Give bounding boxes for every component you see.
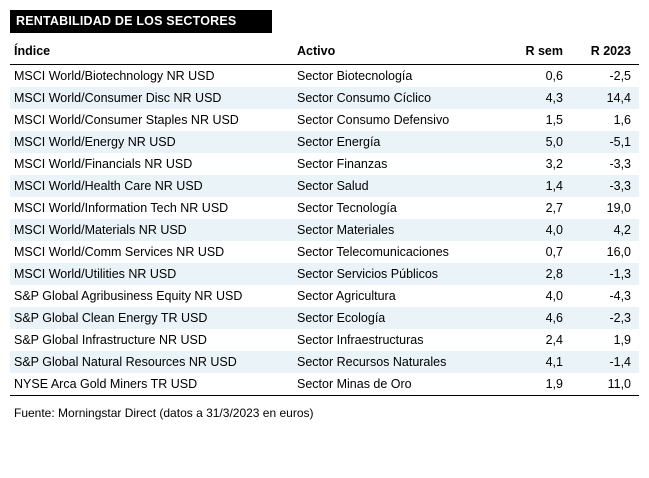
cell-activo: Sector Consumo Defensivo: [297, 113, 450, 127]
table-row: [10, 65, 639, 88]
cell-r-sem: 4,6: [509, 307, 571, 329]
panel-title: RENTABILIDAD DE LOS SECTORES: [10, 10, 272, 33]
cell-r-sem: 4,3: [509, 87, 571, 109]
cell-r-sem: 4,0: [509, 219, 571, 241]
cell-r-2023: 11,0: [571, 373, 639, 396]
cell-index: MSCI World/Financials NR USD: [14, 157, 193, 171]
cell-r-sem: 4,0: [545, 289, 563, 303]
cell-r-2023: 1,9: [613, 333, 631, 347]
cell-index: S&P Global Clean Energy TR USD: [10, 307, 293, 329]
cell-index: S&P Global Agribusiness Equity NR USD: [14, 289, 243, 303]
cell-activo: Sector Minas de Oro: [293, 373, 509, 396]
column-header-activo: Activo: [293, 39, 509, 65]
cell-r-sem: 1,4: [509, 175, 571, 197]
cell-activo: Sector Salud: [293, 175, 509, 197]
cell-r-sem: 3,2: [545, 157, 563, 171]
cell-activo: Sector Telecomunicaciones: [297, 245, 449, 259]
cell-index: MSCI World/Comm Services NR USD: [14, 245, 225, 259]
table-row: [10, 153, 639, 175]
cell-index: NYSE Arca Gold Miners TR USD: [10, 373, 293, 396]
cell-index: MSCI World/Health Care NR USD: [10, 175, 293, 197]
table-body: [10, 65, 639, 396]
cell-index: MSCI World/Consumer Disc NR USD: [10, 87, 293, 109]
table-row: [10, 87, 639, 109]
cell-r-sem: 0,7: [545, 245, 563, 259]
cell-r-sem: 2,8: [509, 263, 571, 285]
cell-r-2023: 16,0: [606, 245, 631, 259]
cell-index: S&P Global Infrastructure NR USD: [14, 333, 207, 347]
table-row: [10, 307, 639, 329]
cell-r-sem: 2,7: [545, 201, 563, 215]
table-row: [10, 241, 639, 263]
cell-activo: Sector Materiales: [293, 219, 509, 241]
table-header: [10, 39, 639, 65]
cell-activo: Sector Ecología: [293, 307, 509, 329]
cell-index: MSCI World/Consumer Staples NR USD: [14, 113, 239, 127]
cell-activo: Sector Agricultura: [297, 289, 396, 303]
sector-performance-table: [10, 39, 639, 396]
cell-index: S&P Global Natural Resources NR USD: [10, 351, 293, 373]
cell-r-2023: -4,3: [609, 289, 631, 303]
column-header-indice: Índice: [10, 39, 293, 65]
cell-index: MSCI World/Energy NR USD: [10, 131, 293, 153]
cell-activo: Sector Consumo Cíclico: [293, 87, 509, 109]
cell-r-sem: 5,0: [509, 131, 571, 153]
cell-r-sem: 2,4: [545, 333, 563, 347]
cell-r-sem: 0,6: [545, 69, 563, 83]
cell-index: MSCI World/Materials NR USD: [10, 219, 293, 241]
cell-r-2023: -5,1: [571, 131, 639, 153]
cell-activo: Sector Energía: [293, 131, 509, 153]
table-row: [10, 351, 639, 373]
table-row: [10, 219, 639, 241]
cell-r-2023: -1,3: [571, 263, 639, 285]
source-note: Fuente: Morningstar Direct (datos a 31/3/2023 en euros): [14, 406, 314, 420]
cell-index: MSCI World/Information Tech NR USD: [14, 201, 229, 215]
cell-r-sem: 1,5: [545, 113, 563, 127]
cell-r-sem: 1,9: [509, 373, 571, 396]
cell-r-2023: -1,4: [571, 351, 639, 373]
table-row: [10, 373, 639, 396]
cell-activo: Sector Biotecnología: [297, 69, 413, 83]
cell-r-2023: 4,2: [571, 219, 639, 241]
column-header-r-2023: R 2023: [571, 39, 639, 65]
cell-r-2023: -2,5: [609, 69, 631, 83]
cell-r-2023: 19,0: [606, 201, 631, 215]
table-row: [10, 109, 639, 131]
table-row: [10, 131, 639, 153]
cell-r-2023: 1,6: [613, 113, 631, 127]
cell-index: MSCI World/Utilities NR USD: [10, 263, 293, 285]
cell-activo: Sector Servicios Públicos: [293, 263, 509, 285]
header-row: [10, 39, 639, 65]
table-row: [10, 329, 639, 351]
cell-r-2023: 14,4: [571, 87, 639, 109]
cell-r-2023: -2,3: [571, 307, 639, 329]
cell-r-2023: -3,3: [571, 175, 639, 197]
cell-r-sem: 4,1: [509, 351, 571, 373]
cell-index: MSCI World/Biotechnology NR USD: [14, 69, 215, 83]
table-row: [10, 285, 639, 307]
table-row: [10, 263, 639, 285]
cell-activo: Sector Infraestructuras: [297, 333, 424, 347]
column-header-r-sem: R sem: [509, 39, 571, 65]
cell-activo: Sector Tecnología: [297, 201, 397, 215]
table-row: [10, 197, 639, 219]
table-row: [10, 175, 639, 197]
cell-activo: Sector Finanzas: [297, 157, 388, 171]
cell-r-2023: -3,3: [609, 157, 631, 171]
cell-activo: Sector Recursos Naturales: [293, 351, 509, 373]
